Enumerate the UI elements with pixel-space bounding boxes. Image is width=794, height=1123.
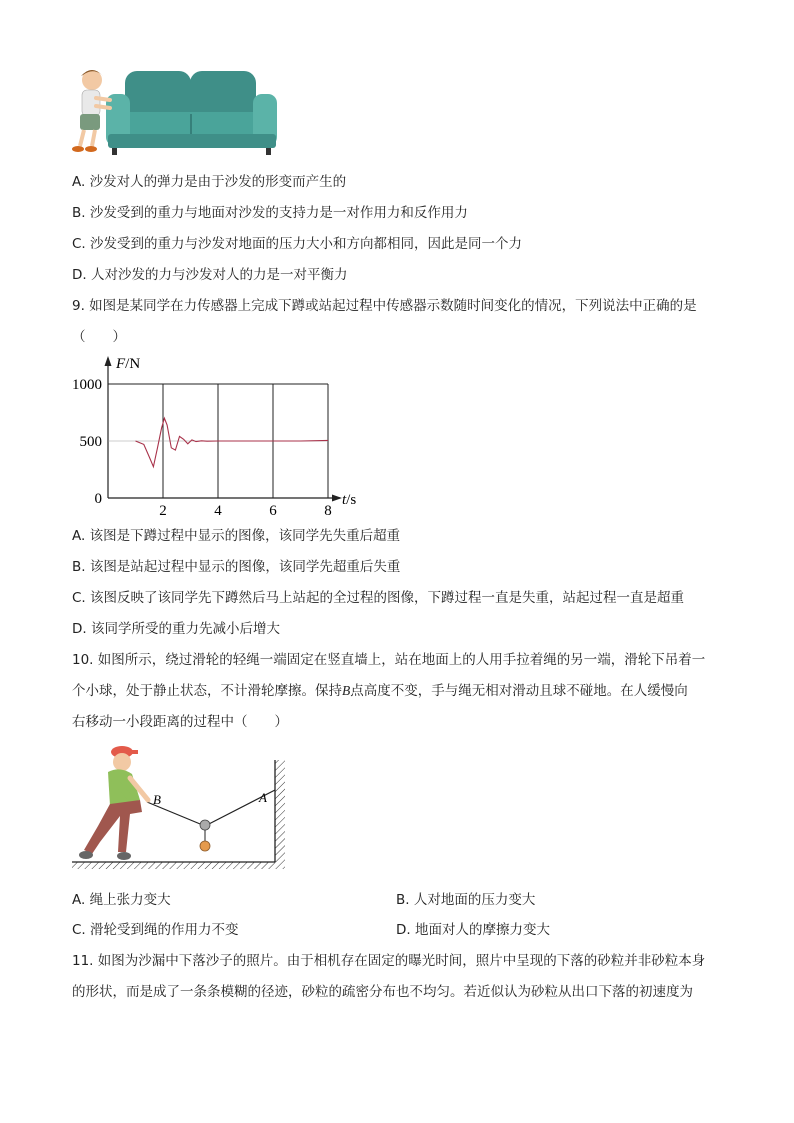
q9-option-b: B. 该图是站起过程中显示的图像，该同学先超重后失重 [72, 559, 401, 575]
q10-stem-line1: 10. 如图所示，绕过滑轮的轻绳一端固定在竖直墙上，站在地面上的人用手拉着绳的另一端，滑轮下吊着一 [72, 652, 706, 668]
q9-stem-line1: 9. 如图是某同学在力传感器上完成下蹲或站起过程中传感器示数随时间变化的情况，下列说法中正确的是 [72, 298, 697, 314]
point-a-label: A [259, 790, 267, 805]
x-tick-label: 2 [159, 503, 167, 519]
q10-option-a: A. 绳上张力变大 [72, 892, 171, 908]
person-figure [79, 746, 148, 860]
q9-option-a: A. 该图是下蹲过程中显示的图像，该同学先失重后超重 [72, 528, 401, 544]
q8-option-a: A. 沙发对人的弹力是由于沙发的形变而产生的 [72, 174, 347, 190]
y-tick-label: 1000 [72, 377, 102, 393]
q8-option-b: B. 沙发受到的重力与地面对沙发的支持力是一对作用力和反作用力 [72, 205, 468, 221]
x-axis-label: t/s [342, 492, 357, 508]
x-axis-arrow [332, 495, 342, 502]
y-axis-arrow [105, 356, 112, 366]
q11-stem-line2: 的形状，而是成了一条条模糊的径迹，砂粒的疏密分布也不均匀。若近似认为砂粒从出口下落的初速度为 [72, 984, 693, 1000]
pulley-diagram [70, 742, 290, 872]
force-time-chart [70, 350, 370, 520]
y-tick-label: 0 [94, 491, 102, 507]
q10-stem-line3: 右移动一小段距离的过程中（ ） [72, 714, 288, 730]
q11-stem-line1: 11. 如图为沙漏中下落沙子的照片。由于相机存在固定的曝光时间，照片中呈现的下落的砂粒并非砂粒本身 [72, 953, 706, 969]
point-b-label: B [153, 792, 161, 807]
sofa-illustration [70, 66, 280, 158]
q9-option-d: D. 该同学所受的重力先减小后增大 [72, 621, 280, 637]
q8-option-d: D. 人对沙发的力与沙发对人的力是一对平衡力 [72, 267, 348, 283]
x-tick-label: 6 [269, 503, 277, 519]
q10-option-b: B. 人对地面的压力变大 [396, 892, 536, 908]
q9-option-c: C. 该图反映了该同学先下蹲然后马上站起的全过程的图像，下蹲过程一直是失重，站起过程一直是超重 [72, 590, 685, 606]
q10-option-d: D. 地面对人的摩擦力变大 [396, 922, 550, 938]
q10-stem-line2: 个小球，处于静止状态，不计滑轮摩擦。保持B点高度不变，手与绳无相对滑动且球不碰地。在人缓慢向 [72, 683, 688, 699]
x-tick-label: 8 [324, 503, 332, 519]
q10-option-c: C. 滑轮受到绳的作用力不变 [72, 922, 239, 938]
y-tick-label: 500 [79, 434, 102, 450]
series-line [136, 418, 329, 467]
ball [200, 841, 210, 851]
q8-option-c: C. 沙发受到的重力与沙发对地面的压力大小和方向都相同，因此是同一个力 [72, 236, 523, 252]
y-axis-label: F/N [116, 356, 141, 372]
pulley [200, 820, 210, 830]
q9-stem-line2: （ ） [72, 329, 126, 345]
x-tick-label: 4 [214, 503, 222, 519]
